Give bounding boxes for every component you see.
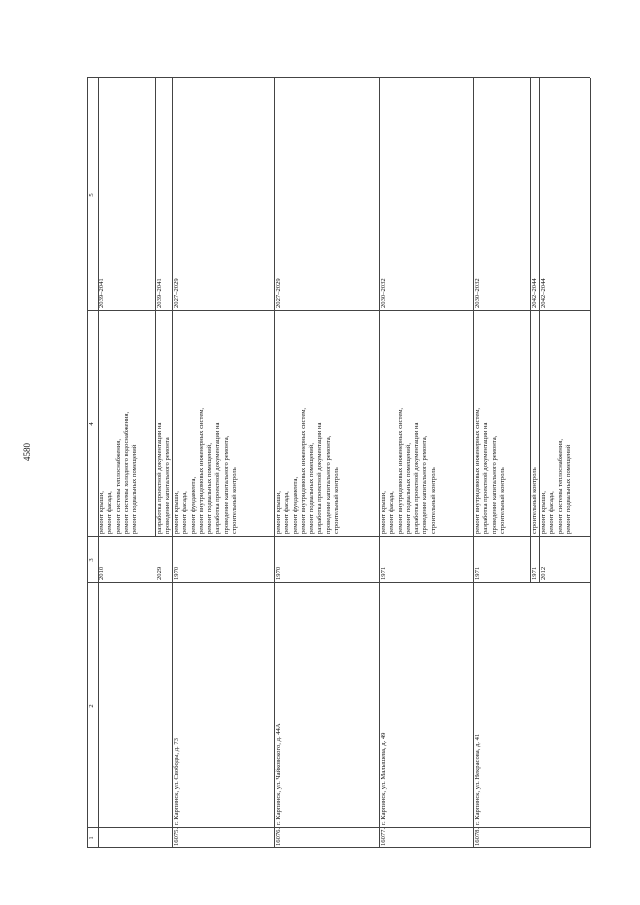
works-cell: разработка проектной документации на проведение капитального ремонта: [156, 422, 172, 534]
row-number: 16075.: [173, 827, 180, 846]
period-cell: 2027–2029: [275, 278, 282, 308]
header-col-1: 1: [88, 836, 95, 840]
address-cell: г. Карпинск, ул. Свободы, д. 73: [173, 738, 180, 825]
period-cell: 2042–2044: [531, 278, 538, 308]
row-number: 16077.: [380, 827, 387, 846]
address-cell: г. Карпинск, ул. Чайковского, д. 44А: [275, 723, 282, 825]
year-cell: 1971: [380, 566, 387, 580]
row-number: 16076.: [275, 827, 282, 846]
period-cell: 2042–2044: [540, 278, 547, 308]
address-cell: г. Карпинск, ул. Некрасова, д. 41: [474, 733, 481, 825]
works-cell: строительный контроль: [531, 467, 538, 534]
works-cell: ремонт крыши, ремонт фасада, ремонт внутридомовых инженерных систем, ремонт подвальных помещений, разработка проектной документации на проведение капитального ремонта, строительный контроль: [380, 407, 437, 534]
table-border-bottom: [590, 78, 591, 848]
year-cell: 1971: [531, 566, 538, 580]
column-divider: [87, 582, 590, 583]
year-cell: 1970: [275, 566, 282, 580]
header-col-4: 4: [88, 422, 95, 426]
period-cell: 2030–2032: [474, 278, 481, 308]
column-divider: [87, 536, 590, 537]
capital-repair-table: [87, 78, 590, 848]
period-cell: 2027–2029: [173, 278, 180, 308]
column-divider: [87, 827, 590, 828]
table-border-right: [87, 77, 590, 78]
period-cell: 2030–2032: [380, 278, 387, 308]
works-cell: ремонт крыши, ремонт фасада, ремонт фундамента, ремонт внутридомовых инженерных систем, ремонт подвальных помещений, разработка проектной документации на проведение капитального ремонта, строительный контроль: [173, 407, 239, 534]
header-col-5: 5: [88, 193, 95, 197]
address-cell: г. Карпинск, ул. Малышева, д. 49: [380, 732, 387, 825]
year-cell: 2029: [156, 566, 163, 580]
works-cell: ремонт крыши, ремонт фасада, ремонт системы теплоснабжения, ремонт системы холодного водоснабжения, ремонт подвальных помещений: [98, 411, 139, 534]
works-cell: ремонт крыши, ремонт фасада, ремонт фундамента, ремонт внутридомовых инженерных систем, ремонт подвальных помещений, разработка проектной документации на проведение капитального ремонта, строительный контроль: [275, 407, 341, 534]
period-cell: 2039–2041: [156, 278, 163, 308]
year-cell: 2012: [540, 566, 547, 580]
header-col-3: 3: [88, 558, 95, 562]
header-col-2: 2: [88, 704, 95, 708]
table-border-left: [87, 847, 590, 848]
row-number: 16078.: [474, 827, 481, 846]
works-cell: ремонт крыши, ремонт фасада, ремонт системы теплоснабжения, ремонт подвальных помещений: [540, 439, 572, 534]
column-divider: [87, 310, 590, 311]
year-cell: 2010: [98, 566, 105, 580]
year-cell: 1971: [474, 566, 481, 580]
period-cell: 2039–2041: [98, 278, 105, 308]
year-cell: 1970: [173, 566, 180, 580]
works-cell: ремонт внутридомовых инженерных систем, разработка проектной документации на проведение капитального ремонта, строительный контроль: [474, 407, 506, 534]
page-number: 4580: [22, 443, 32, 461]
